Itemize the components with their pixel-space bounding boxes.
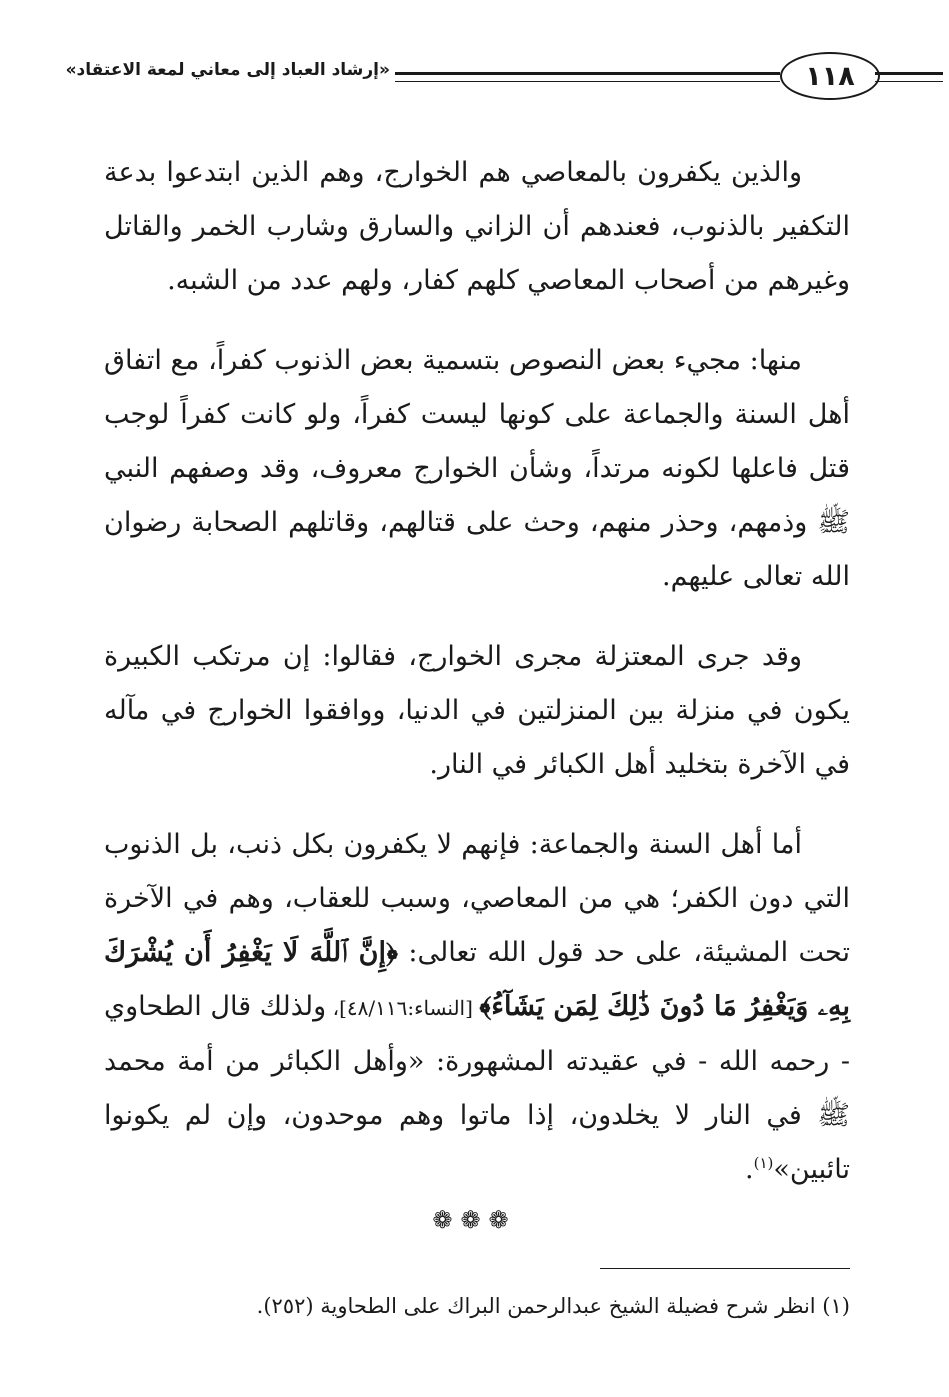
section-separator: ❁❁❁: [432, 1206, 517, 1234]
header-rule: [395, 72, 780, 82]
paragraph-ahl-sunnah: [104, 818, 850, 1197]
page-number: ١١٨: [780, 52, 880, 100]
verse-open-bracket: ﴿: [386, 937, 398, 968]
paragraph-mutazila: وقد جرى المعتزلة مجرى الخوارج، فقالوا: إن مرتكب الكبيرة يكون في منزلة بين المنزلتين في الدنيا، ووافقوا الخوارج في مآله في الآخرة بتخليد أهل الكبائر في النار.: [104, 641, 850, 780]
running-title: «إرشاد العباد إلى معاني لمعة الاعتقاد»: [65, 60, 390, 80]
footnote-reference: (١): [753, 1154, 774, 1172]
verse-close-bracket: ﴾: [479, 991, 492, 1022]
paragraph-khawarij: والذين يكفرون بالمعاصي هم الخوارج، وهم الذين ابتدعوا بدعة التكفير بالذنوب، فعندهم أن الزاني والسارق وشارب الخمر والقاتل وغيرهم من أصحاب المعاصي كلهم كفار، ولهم عدد من الشبه.: [104, 157, 850, 296]
text-after-verse: ولذلك قال الطحاوي - رحمه الله - في عقيدته المشهورة: «وأهل الكبائر من أمة محمد ﷺ في النار لا يخلدون، إذا ماتوا وهم موحدون، وإن لم يكونوا تائبين»: [104, 991, 850, 1185]
main-text: [104, 146, 850, 1223]
quran-verse: إِنَّ ٱللَّهَ لَا يَغْفِرُ أَن يُشْرَكَ بِهِۦ وَيَغْفِرُ مَا دُونَ ذَٰلِكَ لِمَن يَشَآءُ: [104, 937, 850, 1022]
footnote-rule: [600, 1268, 850, 1269]
verse-citation: [النساء:٤٨/١١٦]،: [326, 996, 480, 1020]
paragraph-end: .: [745, 1154, 754, 1185]
page-header: [65, 48, 855, 104]
text-before-verse: أما أهل السنة والجماعة: فإنهم لا يكفرون بكل ذنب، بل الذنوب التي دون الكفر؛ هي من المعاصي، وسبب للعقاب، وهم في الآخرة تحت المشيئة، على حد قول الله تعالى:: [104, 829, 850, 968]
footnote: (١) انظر شرح فضيلة الشيخ عبدالرحمن البراك على الطحاوية (٢٥٢).: [256, 1294, 850, 1318]
header-rule-end: [875, 72, 943, 82]
paragraph-shubah: منها: مجيء بعض النصوص بتسمية بعض الذنوب كفراً، مع اتفاق أهل السنة والجماعة على كونها ليست كفراً، ولو كانت كفراً لوجب قتل فاعلها لكونه مرتداً، وشأن الخوارج معروف، وقد وصفهم النبي ﷺ وذمهم، وحذر منهم، وحث على قتالهم، وقاتلهم الصحابة رضوان الله تعالى عليهم.: [104, 345, 850, 592]
